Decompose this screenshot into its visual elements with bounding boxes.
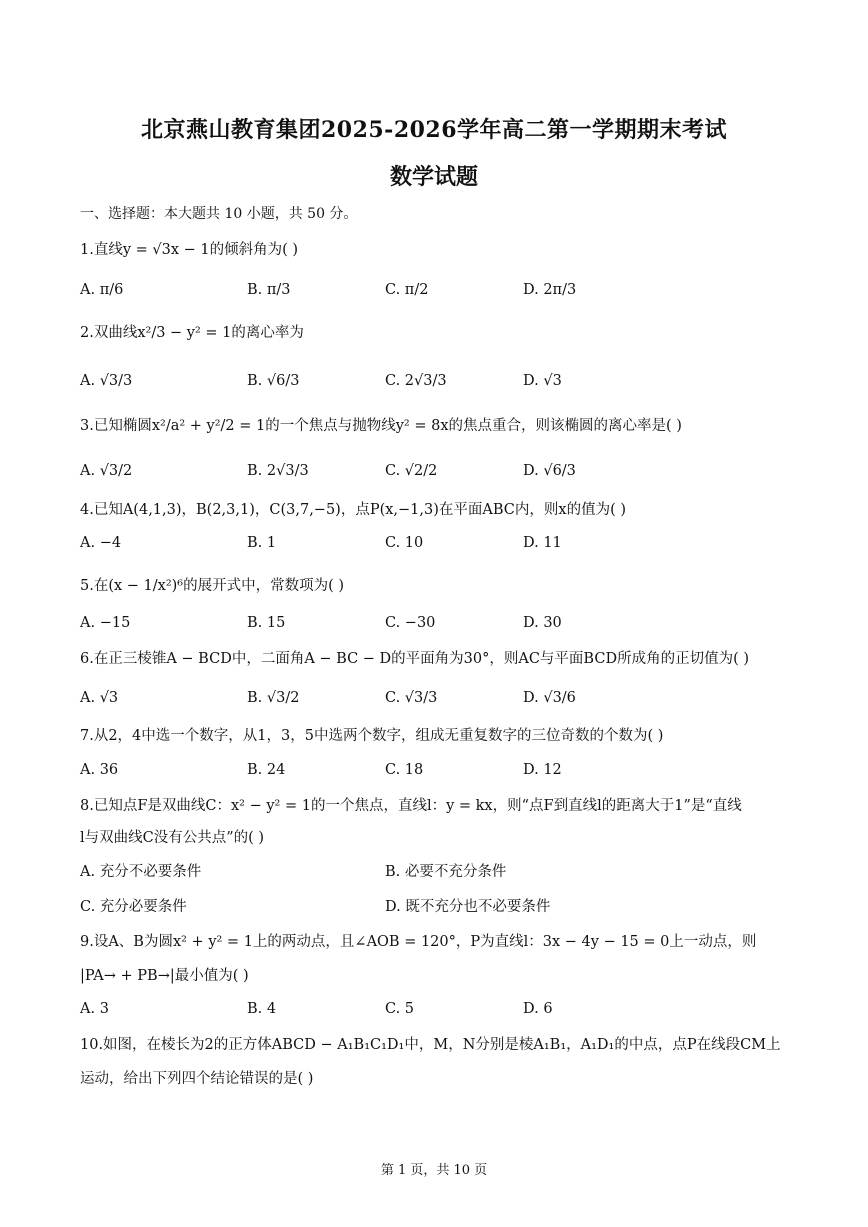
q1-option-b: B. π/3 xyxy=(247,282,291,298)
question-10-stem-cont: 运动，给出下列四个结论错误的是( ) xyxy=(80,1071,314,1087)
question-6-stem: 6.在正三棱锥A − BCD中，二面角A − BC − D的平面角为30°，则AC与平面BCD所成角的正切值为( ) xyxy=(80,651,750,667)
q3-option-b: B. 2√3/3 xyxy=(247,463,309,479)
q1-option-d: D. 2π/3 xyxy=(523,282,577,298)
q5-option-d: D. 30 xyxy=(523,615,562,631)
question-3-stem: 3.已知椭圆x²/a² + y²/2 = 1的一个焦点与抛物线y² = 8x的焦点重合，则该椭圆的离心率是( ) xyxy=(80,418,682,434)
q7-option-c: C. 18 xyxy=(385,762,424,778)
question-4-stem: 4.已知A(4,1,3)，B(2,3,1)，C(3,7,−5)，点P(x,−1,3)在平面ABC内，则x的值为( ) xyxy=(80,502,626,518)
question-2-stem: 2.双曲线x²/3 − y² = 1的离心率为 xyxy=(80,325,304,341)
q4-option-d: D. 11 xyxy=(523,535,562,551)
question-8-stem-cont: l与双曲线C没有公共点”的( ) xyxy=(80,830,265,846)
q3-option-a: A. √3/2 xyxy=(80,463,133,479)
question-10-stem: 10.如图，在棱长为2的正方体ABCD − A₁B₁C₁D₁中，M，N分别是棱A₁B₁，A₁D₁的中点，点P在线段CM上 xyxy=(80,1037,781,1053)
q6-option-a: A. √3 xyxy=(80,690,119,706)
q8-option-a: A. 充分不必要条件 xyxy=(80,864,202,880)
q3-option-d: D. √6/3 xyxy=(523,463,576,479)
q2-option-d: D. √3 xyxy=(523,373,562,389)
q5-option-b: B. 15 xyxy=(247,615,286,631)
q5-option-a: A. −15 xyxy=(80,615,131,631)
exam-title: 北京燕山教育集团2025-2026学年高二第一学期期末考试 xyxy=(140,117,728,143)
q2-option-a: A. √3/3 xyxy=(80,373,133,389)
q9-option-b: B. 4 xyxy=(247,1001,277,1017)
question-7-stem: 7.从2，4中选一个数字，从1，3，5中选两个数字，组成无重复数字的三位奇数的个数为( ) xyxy=(80,728,664,744)
q7-option-a: A. 36 xyxy=(80,762,119,778)
q9-option-c: C. 5 xyxy=(385,1001,415,1017)
question-9-stem: 9.设A、B为圆x² + y² = 1上的两动点，且∠AOB = 120°，P为直线l：3x − 4y − 15 = 0上一动点，则 xyxy=(80,934,757,950)
page-footer: 第 1 页，共 10 页 xyxy=(380,1163,488,1178)
q4-option-a: A. −4 xyxy=(80,535,122,551)
q9-option-d: D. 6 xyxy=(523,1001,553,1017)
q7-option-b: B. 24 xyxy=(247,762,286,778)
q1-option-a: A. π/6 xyxy=(80,282,124,298)
q6-option-c: C. √3/3 xyxy=(385,690,438,706)
q8-option-b: B. 必要不充分条件 xyxy=(385,864,507,880)
q8-option-c: C. 充分必要条件 xyxy=(80,899,187,915)
q6-option-d: D. √3/6 xyxy=(523,690,576,706)
q2-option-c: C. 2√3/3 xyxy=(385,373,447,389)
exam-subtitle: 数学试题 xyxy=(389,164,478,190)
q5-option-c: C. −30 xyxy=(385,615,436,631)
q6-option-b: B. √3/2 xyxy=(247,690,300,706)
q3-option-c: C. √2/2 xyxy=(385,463,438,479)
question-9-stem-cont: |PA→ + PB→|最小值为( ) xyxy=(80,968,249,984)
question-5-stem: 5.在(x − 1/x²)⁶的展开式中，常数项为( ) xyxy=(80,578,345,594)
q4-option-b: B. 1 xyxy=(247,535,277,551)
question-1-stem: 1.直线y = √3x − 1的倾斜角为( ) xyxy=(80,242,299,258)
q7-option-d: D. 12 xyxy=(523,762,562,778)
section-heading: 一、选择题：本大题共 10 小题，共 50 分。 xyxy=(80,206,358,222)
q1-option-c: C. π/2 xyxy=(385,282,429,298)
q9-option-a: A. 3 xyxy=(80,1001,109,1017)
question-8-stem: 8.已知点F是双曲线C：x² − y² = 1的一个焦点，直线l：y = kx，则“点F到直线l的距离大于1”是“直线 xyxy=(80,798,742,814)
q4-option-c: C. 10 xyxy=(385,535,424,551)
q2-option-b: B. √6/3 xyxy=(247,373,300,389)
q8-option-d: D. 既不充分也不必要条件 xyxy=(385,899,551,915)
